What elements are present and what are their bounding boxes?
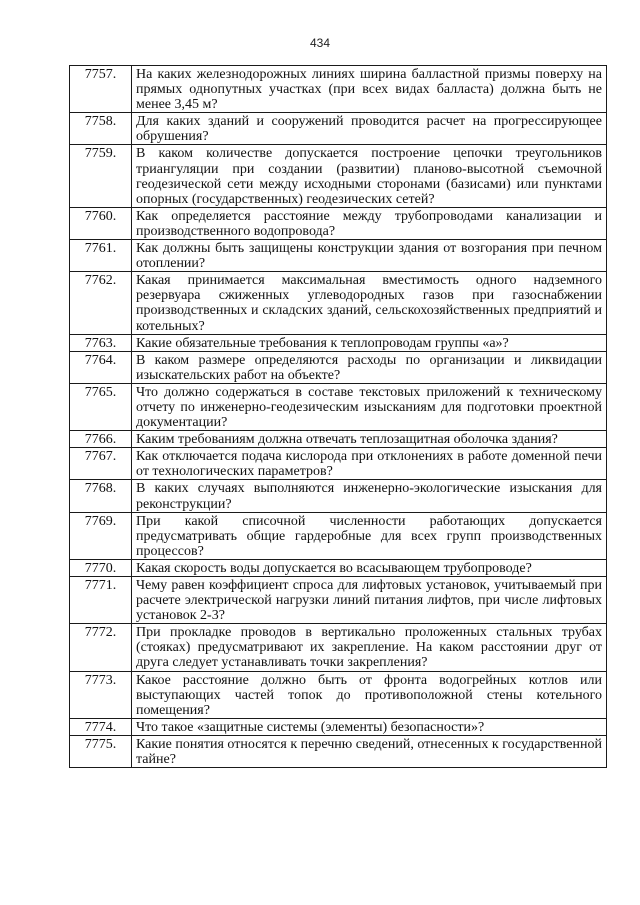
question-row	[70, 66, 607, 113]
question-text: Что должно содержаться в составе текстовых приложений к техническому отчету по инженерно-геодезическим изысканиям для подготовки проектной документации?	[132, 383, 607, 430]
question-text: Для каких зданий и сооружений проводится расчет на прогрессирующее обрушения?	[132, 113, 607, 145]
question-row	[70, 351, 607, 383]
question-row	[70, 207, 607, 239]
question-text: Какая принимается максимальная вместимость одного надземного резервуара сжиженных углеводородных газов при газоснабжении производственных и складских зданий, сельскохозяйственных предприятий и котельных?	[132, 272, 607, 334]
question-number: 7758.	[70, 113, 132, 145]
question-row	[70, 431, 607, 448]
question-number: 7775.	[70, 735, 132, 767]
question-number: 7757.	[70, 66, 132, 113]
question-row	[70, 480, 607, 512]
question-text: Какие понятия относятся к перечню сведений, отнесенных к государственной тайне?	[132, 735, 607, 767]
question-text: На каких железнодорожных линиях ширина балластной призмы поверху на прямых однопутных участках (при всех видах балласта) должна быть не менее 3,45 м?	[132, 66, 607, 113]
question-number: 7774.	[70, 718, 132, 735]
question-text: В каком количестве допускается построение цепочки треугольников триангуляции при создании (развитии) планово-высотной съемочной геодезической сети между исходными сторонами (базисами) или пунктами опорных (государственных) геодезических сетей?	[132, 145, 607, 207]
questions-table	[69, 65, 607, 768]
question-row	[70, 624, 607, 671]
question-number: 7759.	[70, 145, 132, 207]
question-number: 7765.	[70, 383, 132, 430]
question-number: 7764.	[70, 351, 132, 383]
question-text: Как должны быть защищены конструкции здания от возгорания при печном отоплении?	[132, 240, 607, 272]
question-number: 7763.	[70, 334, 132, 351]
question-row	[70, 272, 607, 334]
question-row	[70, 240, 607, 272]
question-number: 7766.	[70, 431, 132, 448]
question-number: 7761.	[70, 240, 132, 272]
question-row	[70, 735, 607, 767]
question-text: Как определяется расстояние между трубопроводами канализации и производственного водопровода?	[132, 207, 607, 239]
question-text: При какой списочной численности работающих допускается предусматривать общие гардеробные для всех групп производственных процессов?	[132, 512, 607, 559]
question-number: 7760.	[70, 207, 132, 239]
question-number: 7769.	[70, 512, 132, 559]
question-text: При прокладке проводов в вертикально проложенных стальных трубах (стояках) предусматривают их закрепление. На каком расстоянии друг от друга следует устанавливать точки закрепления?	[132, 624, 607, 671]
question-text: Какая скорость воды допускается во всасывающем трубопроводе?	[132, 559, 607, 576]
question-row	[70, 145, 607, 207]
question-row	[70, 113, 607, 145]
question-row	[70, 577, 607, 624]
question-row	[70, 559, 607, 576]
question-text: Какие обязательные требования к теплопроводам группы «а»?	[132, 334, 607, 351]
question-number: 7772.	[70, 624, 132, 671]
question-number: 7762.	[70, 272, 132, 334]
question-number: 7773.	[70, 671, 132, 718]
question-text: Каким требованиям должна отвечать теплозащитная оболочка здания?	[132, 431, 607, 448]
question-text: В каких случаях выполняются инженерно-экологические изыскания для реконструкции?	[132, 480, 607, 512]
question-row	[70, 512, 607, 559]
question-number: 7768.	[70, 480, 132, 512]
question-row	[70, 718, 607, 735]
questions-table-body	[70, 66, 607, 768]
question-number: 7767.	[70, 448, 132, 480]
question-text: В каком размере определяются расходы по организации и ликвидации изыскательских работ на объекте?	[132, 351, 607, 383]
question-text: Что такое «защитные системы (элементы) безопасности»?	[132, 718, 607, 735]
question-text: Как отключается подача кислорода при отклонениях в работе доменной печи от технологических параметров?	[132, 448, 607, 480]
question-row	[70, 334, 607, 351]
question-number: 7771.	[70, 577, 132, 624]
question-row	[70, 448, 607, 480]
question-row	[70, 383, 607, 430]
question-text: Чему равен коэффициент спроса для лифтовых установок, учитываемый при расчете электрической нагрузки линий питания лифтов, при числе лифтовых установок 2-3?	[132, 577, 607, 624]
question-number: 7770.	[70, 559, 132, 576]
question-text: Какое расстояние должно быть от фронта водогрейных котлов или выступающих частей топок до противоположной стены котельного помещения?	[132, 671, 607, 718]
page-number: 434	[309, 36, 331, 50]
question-row	[70, 671, 607, 718]
